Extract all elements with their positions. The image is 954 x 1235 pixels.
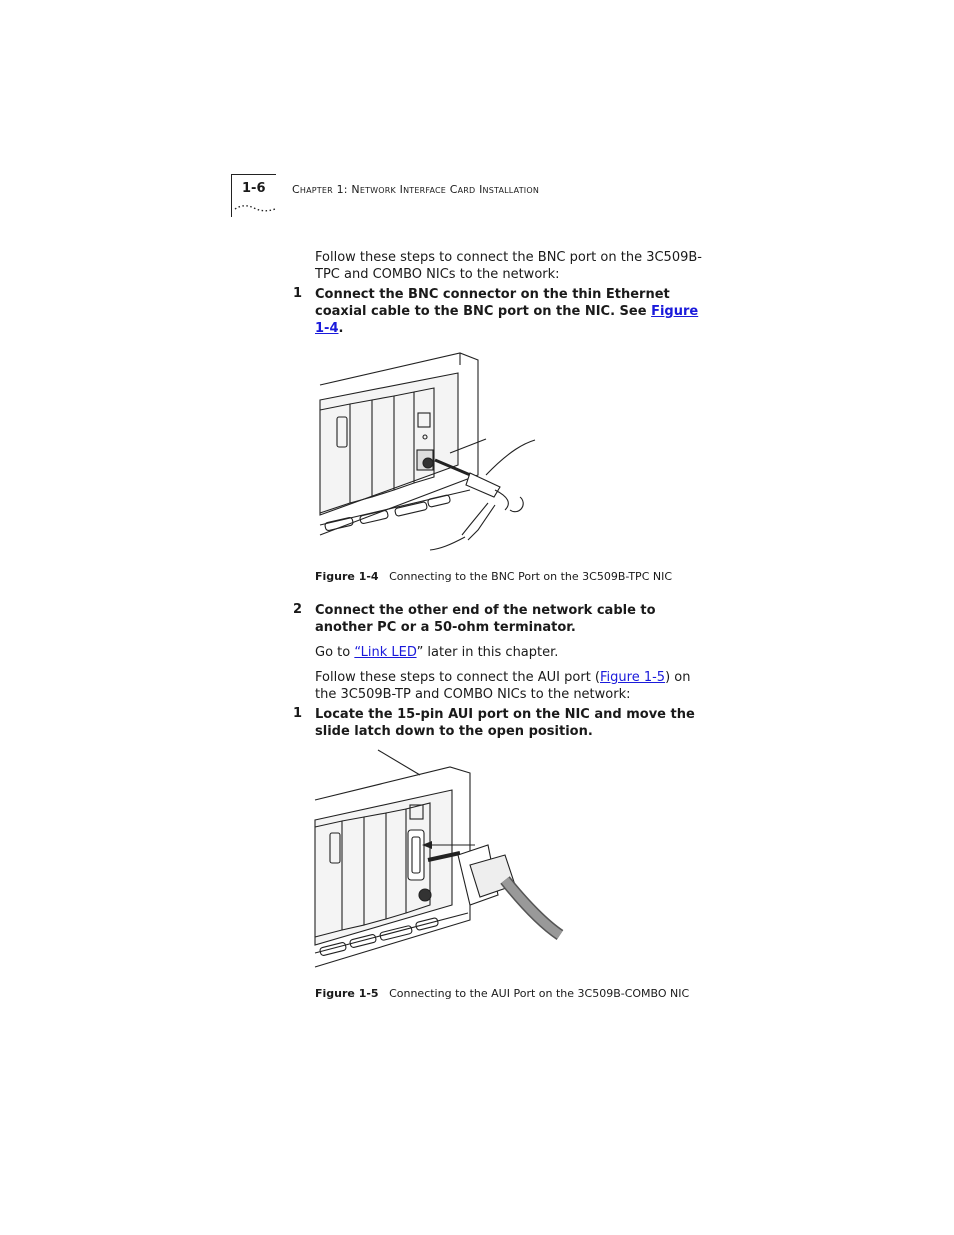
figure-label: Figure 1-5: [315, 987, 379, 1000]
intro-aui-paragraph: [315, 669, 715, 703]
step-end: .: [338, 321, 344, 336]
figure-1-5-link[interactable]: Figure 1-5: [600, 670, 666, 685]
step-number: 2: [293, 602, 303, 617]
page-number: 1-6: [242, 181, 266, 196]
bnc-step-2: Connect the other end of the network cable to another PC or a 50-ohm terminator.: [315, 603, 656, 635]
dotted-rule: [234, 203, 276, 213]
intro-aui-prefix: Follow these steps to connect the AUI port (: [315, 670, 601, 685]
chapter-title: Chapter 1: Network Interface Card Installation: [292, 183, 540, 196]
figure-1-4-link[interactable]: Figure 1-4: [315, 304, 699, 336]
link-led-link[interactable]: “Link LED: [354, 645, 417, 660]
figure-label: Figure 1-4: [315, 570, 379, 583]
figure-caption-text: Connecting to the BNC Port on the 3C509B-TPC NIC: [389, 570, 673, 583]
figure-1-4-caption: [315, 570, 672, 583]
figure-caption-text: Connecting to the AUI Port on the 3C509B-COMBO NIC: [389, 987, 690, 1000]
step-text: Connect the BNC connector on the thin Ethernet coaxial cable to the BNC port on the NIC. See: [315, 287, 670, 319]
figure-1-4-illustration: [310, 325, 540, 557]
intro-aui-suffix: ) on the 3C509B-TP and COMBO NICs to the network:: [315, 670, 691, 702]
goto-suffix: ” later in this chapter.: [416, 645, 559, 660]
goto-paragraph: [315, 644, 715, 661]
figure-1-5-caption: [315, 987, 689, 1000]
aui-step-1: Locate the 15-pin AUI port on the NIC and move the slide latch down to the open position.: [315, 707, 695, 739]
figure-1-5-illustration: [310, 745, 590, 975]
step-number: 1: [293, 706, 303, 721]
goto-prefix: Go to: [315, 645, 355, 660]
intro-bnc-paragraph: Follow these steps to connect the BNC port on the 3C509B-TPC and COMBO NICs to the network:: [315, 250, 702, 282]
step-number: 1: [293, 286, 303, 301]
